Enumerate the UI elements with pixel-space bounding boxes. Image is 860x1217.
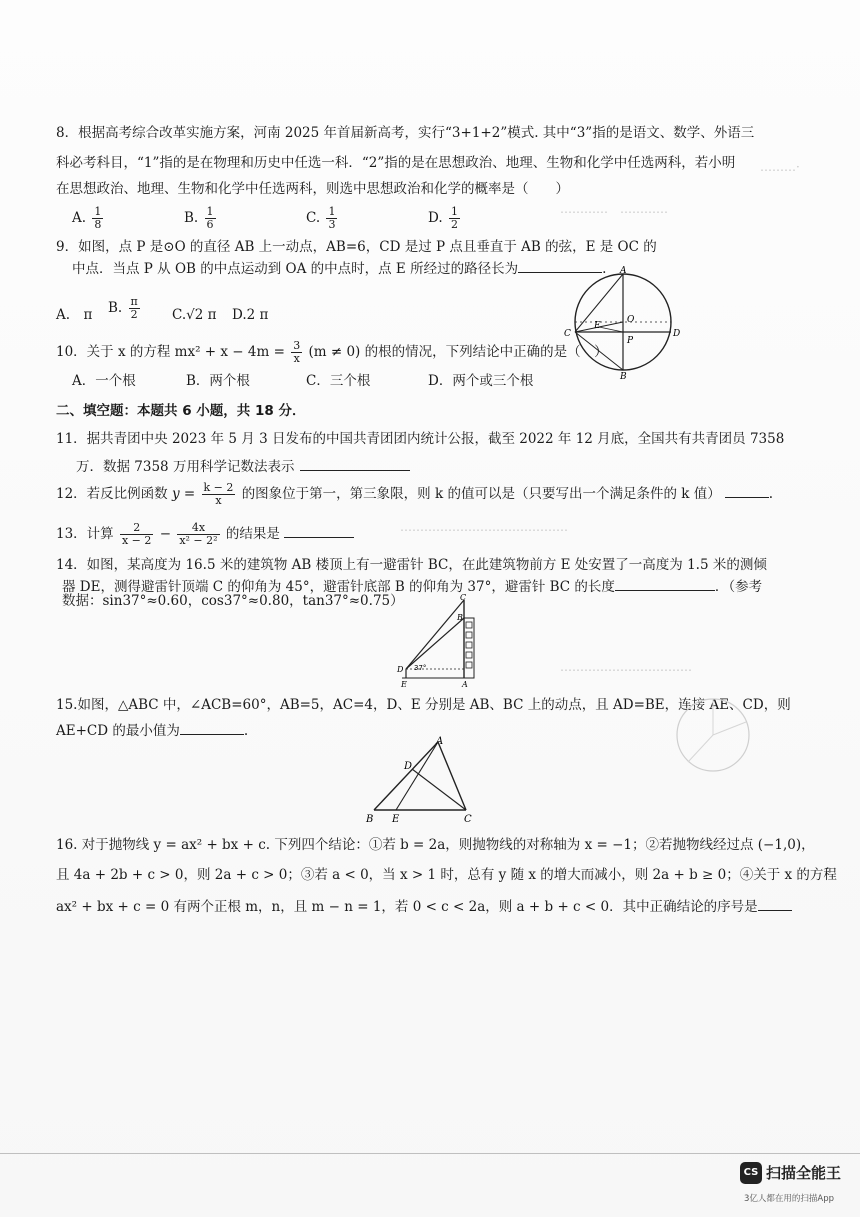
q10-option-c: C．三个根 bbox=[306, 373, 371, 389]
answer-blank bbox=[300, 456, 410, 471]
fraction: $\frac{1}{8}$ bbox=[94, 205, 102, 231]
q16-line1: 16. 对于抛物线 y = ax² + bx + c. 下列四个结论：①若 b = 2a，则抛物线的对称轴为 x = −1；②若抛物线经过点 (−1,0)， bbox=[56, 837, 815, 853]
q10-option-a: A．一个根 bbox=[72, 373, 136, 389]
q14-line1: 14．如图，某高度为 16.5 米的建筑物 AB 楼顶上有一避雷针 BC，在此建筑物前方 E 处安置了一高度为 1.5 米的测倾 bbox=[56, 557, 767, 573]
q9-option-c: C.√2 π bbox=[172, 307, 217, 323]
label-d: D bbox=[673, 329, 681, 339]
q13-stem: 13．计算 $\frac{2}{x - 2}$ − $\frac{4x}{\text{x² − 2²}}$ 的结果是 bbox=[56, 522, 354, 547]
q10-option-d: D．两个或三个根 bbox=[428, 373, 534, 389]
label-e: E bbox=[401, 680, 407, 688]
label-c: C bbox=[460, 593, 467, 602]
answer-blank bbox=[758, 896, 792, 911]
q8-line2: 科必考科目，“1”指的是在物理和历史中任选一科．“2”指的是在思想政治、地理、生物和化学中任选两科，若小明 bbox=[56, 155, 736, 171]
answer-blank bbox=[284, 523, 354, 538]
q16-line2: 且 4a + 2b + c > 0，则 2a + c > 0；③若 a < 0，当 x > 1 时，总有 y 随 x 的增大而减小，则 2a + b ≥ 0；④关于 x 的方程 bbox=[56, 867, 837, 883]
q9-line2: 中点．当点 P 从 OB 的中点运动到 OA 的中点时，点 E 所经过的路径长为 . bbox=[72, 258, 606, 278]
label-e: E bbox=[392, 814, 400, 824]
q9-option-a: A. π bbox=[56, 307, 93, 323]
q8-option-d bbox=[428, 206, 462, 231]
q14-line3: 数据：sin37°≈0.60，cos37°≈0.80，tan37°≈0.75） bbox=[62, 593, 404, 609]
q11-line2: 万．数据 7358 万用科学记数法表示 bbox=[76, 456, 410, 476]
label-p: P bbox=[627, 336, 634, 346]
label-d: D bbox=[404, 761, 413, 772]
bleed-through-pie bbox=[668, 690, 758, 780]
footer-divider bbox=[0, 1153, 860, 1154]
brand-tagline: 3亿人都在用的扫描App bbox=[744, 1194, 835, 1204]
fraction: $\frac{4x}{\text{x² − 2²}}$ bbox=[179, 521, 218, 547]
answer-blank bbox=[180, 720, 244, 735]
q15-line1: 15.如图，△ABC 中，∠ACB=60°，AB=5，AC=4，D、E 分别是 AB、BC 上的动点，且 AD=BE，连接 AE、CD，则 bbox=[56, 697, 791, 713]
camscanner-logo: CS bbox=[740, 1162, 762, 1184]
q10-stem: 10．关于 x 的方程 mx² + x − 4m = $\frac{3}{x}$ (m ≠ 0) 的根的情况，下列结论中正确的是（ ） bbox=[56, 339, 608, 365]
q8-option-b bbox=[184, 206, 218, 231]
label-a: A bbox=[436, 736, 444, 747]
q15-line2: AE+CD 的最小值为 . bbox=[56, 720, 248, 740]
label-d: D bbox=[397, 665, 404, 674]
label-a: A bbox=[620, 266, 627, 276]
label-a: A bbox=[462, 680, 468, 688]
option-label: C. bbox=[306, 210, 321, 226]
bleed-through: …………………………… bbox=[560, 660, 692, 674]
fraction: $\frac{1}{6}$ bbox=[206, 205, 214, 231]
fraction: $\frac{k - 2}{x}$ bbox=[203, 481, 234, 507]
bleed-through: ………· bbox=[760, 160, 800, 174]
fraction: $\frac{1}{3}$ bbox=[328, 205, 336, 231]
label-e: E bbox=[594, 321, 601, 331]
fraction: $\frac{2}{x - 2}$ bbox=[121, 521, 152, 547]
q9-option-b: B. $\frac{\pi}{2}$ bbox=[108, 295, 138, 321]
label-b: B bbox=[366, 814, 374, 824]
bleed-through: …………………………………… bbox=[400, 520, 568, 534]
q9-option-d: D.2 π bbox=[232, 307, 269, 323]
fraction: $\frac{1}{2}$ bbox=[450, 205, 458, 231]
q8-line1: 8．根据高考综合改革实施方案，河南 2025 年首届新高考，实行“3+1+2”模式. 其中“3”指的是语文、数学、外语三 bbox=[56, 125, 755, 141]
q8-option-a bbox=[72, 206, 105, 231]
option-label: D. bbox=[428, 210, 443, 226]
brand-name: 扫描全能王 bbox=[766, 1164, 842, 1182]
label-o: O bbox=[627, 315, 635, 325]
label-b: B bbox=[457, 613, 463, 622]
q12-stem: 12．若反比例函数 y = $\frac{k - 2}{x}$ 的图象位于第一，第三象限，则 k 的值可以是（只要写出一个满足条件的 k 值） . bbox=[56, 481, 774, 507]
label-c: C bbox=[564, 329, 571, 339]
q11-line1: 11．据共青团中央 2023 年 5 月 3 日发布的中国共青团团内统计公报，截至 2022 年 12 月底，全国共有共青团员 7358 bbox=[56, 431, 785, 447]
q8-line3: 在思想政治、地理、生物和化学中任选两科，则选中思想政治和化学的概率是（ ） bbox=[56, 181, 569, 197]
angle-label: 37° bbox=[414, 664, 427, 672]
q14-building-figure bbox=[392, 592, 488, 688]
option-label: A. bbox=[72, 210, 87, 226]
fraction: $\frac{3}{x}$ bbox=[293, 339, 301, 365]
q15-triangle-figure bbox=[362, 734, 482, 824]
q16-line3: ax² + bx + c = 0 有两个正根 m，n，且 m − n = 1，若 0 < c < 2a，则 a + b + c < 0．其中正确结论的序号是 bbox=[56, 896, 792, 916]
q14-line2: 器 DE，测得避雷针顶端 C 的仰角为 45°，避雷针底部 B 的仰角为 37°，避雷针 BC 的长度 ．（参考 bbox=[62, 576, 762, 596]
q10-option-b: B．两个根 bbox=[186, 373, 250, 389]
bleed-through: ………… ………… bbox=[560, 202, 669, 216]
fraction: $\frac{\pi}{2}$ bbox=[130, 295, 138, 321]
q8-option-c bbox=[306, 206, 339, 231]
label-b: B bbox=[620, 372, 627, 382]
answer-blank bbox=[615, 576, 715, 591]
label-c: C bbox=[464, 814, 472, 824]
section-heading: 二、填空题：本题共 6 小题，共 18 分． bbox=[56, 403, 306, 419]
answer-blank bbox=[725, 483, 769, 498]
q9-line1: 9．如图，点 P 是⊙O 的直径 AB 上一动点，AB=6，CD 是过 P 点且垂直于 AB 的弦，E 是 OC 的 bbox=[56, 239, 657, 255]
option-label: B. bbox=[184, 210, 199, 226]
